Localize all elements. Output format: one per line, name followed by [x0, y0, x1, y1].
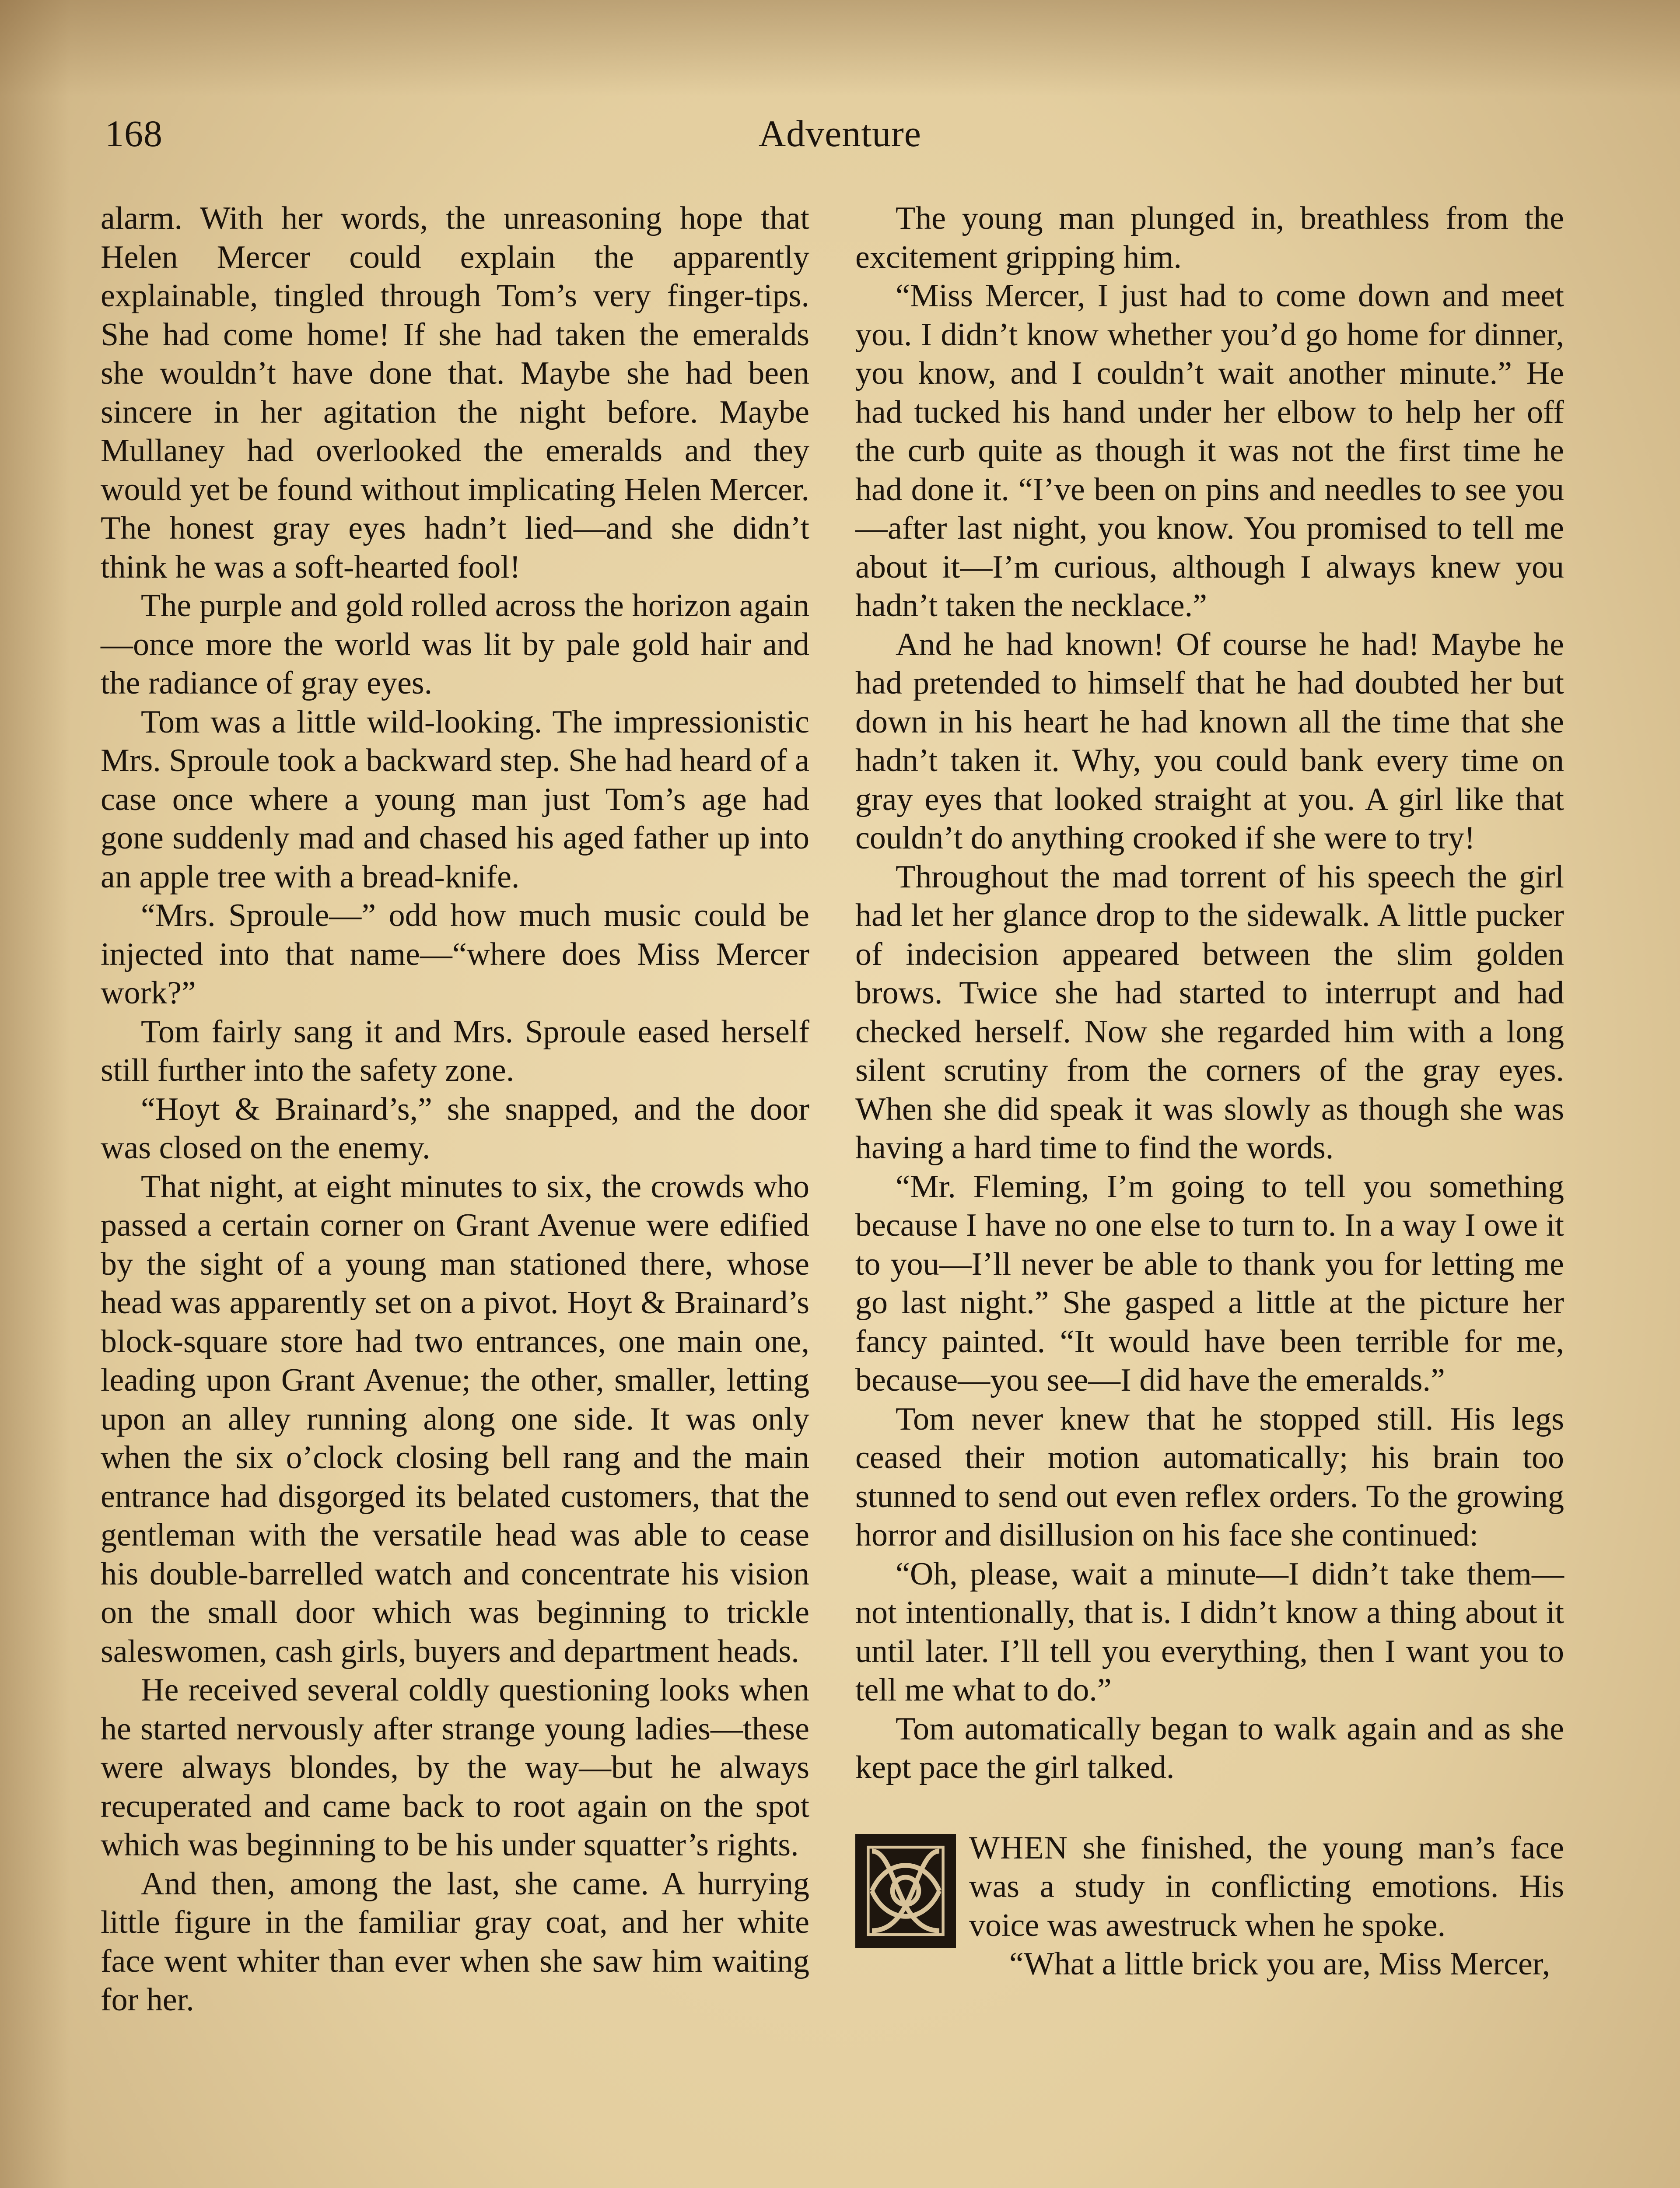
paragraph: alarm. With her words, the unreasoning hope that Helen Mercer could explain the apparently explainable, tingled through Tom’s very finger-tips. She had come home! If she had taken the emeralds she wouldn’t have done that. Maybe she had been sincere in her agitation the night before. Maybe Mullaney had overlooked the emeralds and they would yet be found without implicating Helen Mercer. The honest gray eyes hadn’t lied—and she didn’t think he was a soft-hearted fool! — [101, 200, 809, 585]
left-column — [101, 199, 809, 2020]
lead-word: WHEN — [969, 1830, 1068, 1866]
paper-stain-left — [0, 0, 70, 2188]
paragraph: “Oh, please, wait a minute—I didn’t take them—not intentionally, that is. I didn’t know a thing about it until later. I’ll tell you everything, then I want you to tell me what to do.” — [855, 1556, 1564, 1708]
paragraph-text: she finished, the young man’s face was a study in conflicting emotions. His voice was awestruck when he spoke. — [969, 1830, 1564, 1943]
paragraph: He received several coldly questioning looks when he started nervously after strange young ladies—these were always blondes, by the way—but he always recuperated and came back to root again on the spot which was beginning to be his under squatter’s rights. — [101, 1672, 809, 1863]
paragraph: “Mrs. Sproule—” odd how much music could be injected into that name—“where does Miss Mercer work?” — [101, 898, 809, 1011]
paragraph: Tom never knew that he stopped still. His legs ceased their motion automatically; his brain too stunned to send out even reflex orders. To the growing horror and disillusion on his face she continued: — [855, 1401, 1564, 1553]
right-column — [855, 199, 1564, 1984]
paragraph: And he had known! Of course he had! Maybe he had pretended to himself that he had doubted her but down in his heart he had known all the time that she hadn’t taken it. Why, you could bank every time on gray eyes that looked straight at you. A girl like that couldn’t do anything crooked if she were to try! — [855, 626, 1564, 856]
page-number: 168 — [105, 112, 163, 154]
paragraph: The young man plunged in, breathless from the excitement gripping him. — [855, 200, 1564, 275]
paragraph: Tom fairly sang it and Mrs. Sproule eased herself still further into the safety zone. — [101, 1013, 809, 1088]
paragraph: Throughout the mad torrent of his speech the girl had let her glance drop to the sidewalk. A little pucker of indecision appeared between the slim golden brows. Twice she had started to interrupt and had checked herself. Now she regarded him with a long silent scrutiny from the corners of the gray eyes. When she did speak it was slowly as though she was having a hard time to find the words. — [855, 859, 1564, 1166]
paper-stain-top — [0, 0, 1680, 96]
paragraph: “Hoyt & Brainard’s,” she snapped, and the door was closed on the enemy. — [101, 1091, 809, 1166]
paragraph: That night, at eight minutes to six, the crowds who passed a certain corner on Grant Avenue were edified by the sight of a young man stationed there, whose head was apparently set on a pivot. Hoyt & Brainard’s block-square store had two entrances, one main one, leading upon Grant Avenue; the other, smaller, letting upon an alley running along one side. It was only when the six o’clock closing bell rang and the main entrance had disgorged its belated customers, that the gentleman with the versatile head was able to cease his double-barrelled watch and concentrate his vision on the small door which was beginning to trickle saleswomen, cash girls, buyers and department heads. — [101, 1168, 809, 1669]
paragraph: And then, among the last, she came. A hurrying little figure in the familiar gray coat, and her white face went whiter than ever when she saw him waiting for her. — [101, 1865, 809, 2018]
paragraph: “Miss Mercer, I just had to come down and meet you. I didn’t know whether you’d go home for dinner, you know, and I couldn’t wait another minute.” He had tucked his hand under her elbow to help her off the curb quite as though it was not the first time he had done it. “I’ve been on pins and needles to see you—after last night, you know. You promised to tell me about it—I’m curious, although I always knew you hadn’t taken the necklace.” — [855, 278, 1564, 624]
section-opening-paragraph — [855, 1829, 1564, 1945]
page-header — [105, 101, 1575, 166]
paragraph: Tom automatically began to walk again and as she kept pace the girl talked. — [855, 1711, 1564, 1785]
celtic-knot-ornament-icon — [855, 1834, 956, 1948]
paragraph: The purple and gold rolled across the horizon again—once more the world was lit by pale gold hair and the radiance of gray eyes. — [101, 588, 809, 701]
paragraph: Tom was a little wild-looking. The impressionistic Mrs. Sproule took a backward step. She had heard of a case once where a young man just Tom’s age had gone suddenly mad and chased his aged father up into an apple tree with a bread-knife. — [101, 704, 809, 895]
paragraph: “What a little brick you are, Miss Mercer, — [1009, 1946, 1550, 1982]
paragraph: “Mr. Fleming, I’m going to tell you something because I have no one else to turn to. In a way I owe it to you—I’ll never be able to thank you for letting me go last night.” She gasped a little at the picture her fancy painted. “It would have been terrible for me, because—you see—I did have the emeralds.” — [855, 1168, 1564, 1398]
running-title: Adventure — [759, 112, 921, 154]
